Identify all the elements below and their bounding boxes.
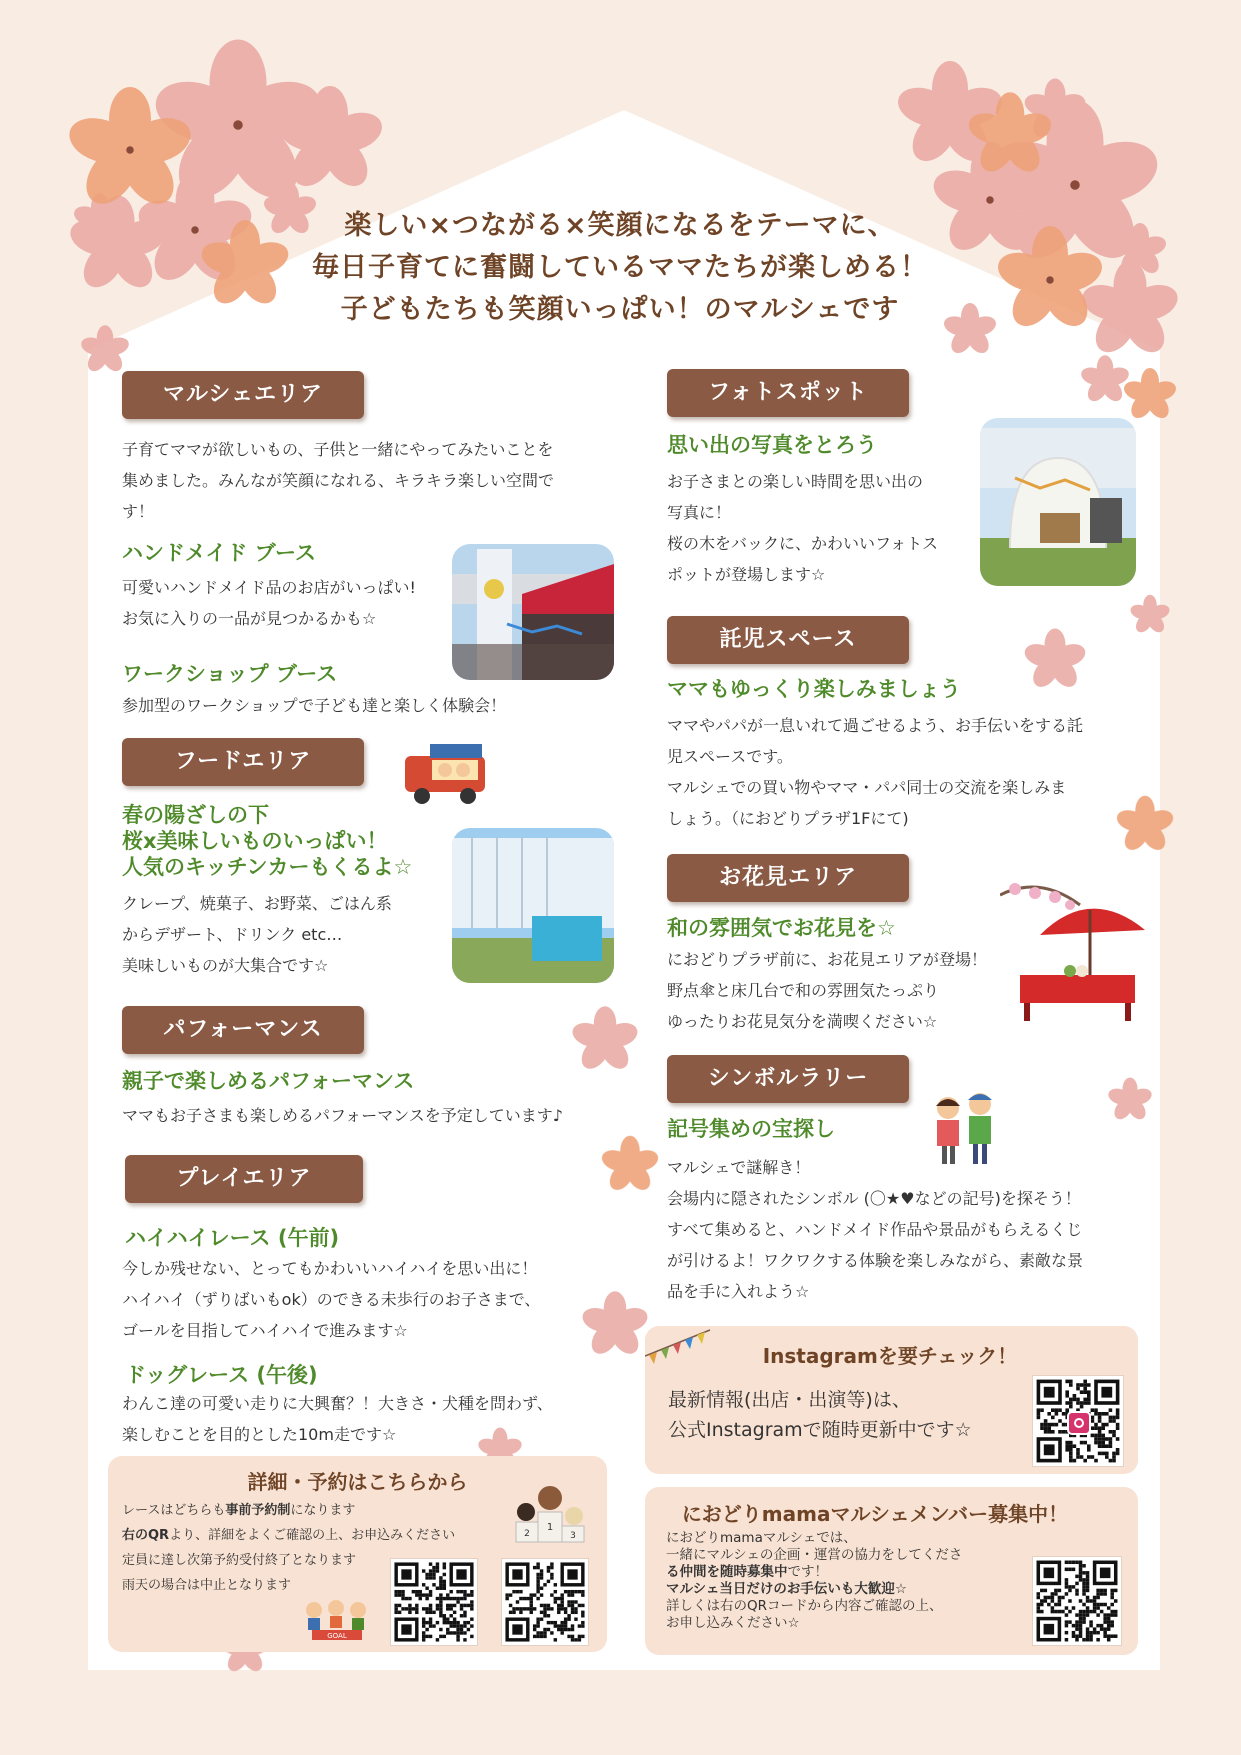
text-line: 最新情報(出店・出演等)は、 bbox=[668, 1389, 911, 1411]
intro-line-1: 楽しい×つながる×笑顔になるをテーマに、 bbox=[344, 210, 896, 241]
text-line: 桜の木をバックに、かわいいフォトス bbox=[667, 534, 939, 553]
text-line: ゴールを目指してハイハイで進みます☆ bbox=[122, 1321, 408, 1340]
marche-area-desc bbox=[122, 434, 554, 527]
food-area-subtitle bbox=[122, 802, 412, 880]
text-line: 児スペースです。 bbox=[667, 747, 793, 766]
hanami-area-header: お花見エリア bbox=[667, 854, 909, 902]
text-line: からデザート、ドリンク etc… bbox=[122, 925, 343, 944]
text-line bbox=[666, 1564, 962, 1581]
text-line: 楽しむことを目的とした10m走です☆ bbox=[122, 1425, 397, 1444]
text-span: です！ bbox=[787, 1564, 828, 1580]
photo-spot-text bbox=[667, 466, 938, 590]
text-line: すべて集めると、ハンドメイド作品や景品がもらえるくじ bbox=[667, 1220, 1083, 1239]
podium-3: 3 bbox=[570, 1531, 576, 1541]
text-span: レースはどちらも bbox=[122, 1503, 226, 1518]
text-line: お子さまとの楽しい時間を思い出の bbox=[667, 472, 924, 491]
childcare-header: 託児スペース bbox=[667, 616, 909, 664]
text-line: マルシェでの買い物やママ・パパ同士の交流を楽しみま bbox=[667, 778, 1067, 797]
workshop-booth-text bbox=[122, 690, 506, 721]
desc-line: 集めました。みんなが笑顔になれる、キラキラ楽しい空間で bbox=[122, 471, 555, 490]
haihai-race-qr-code[interactable] bbox=[390, 1558, 478, 1646]
subtitle-line: 春の陽ざしの下 bbox=[122, 803, 269, 827]
member-recruit-text bbox=[666, 1530, 962, 1632]
marche-area-header: マルシェエリア bbox=[122, 371, 364, 419]
reservation-title: 詳細・予約はこちらから bbox=[247, 1470, 468, 1494]
dog-race-title: ドッグレース (午後) bbox=[125, 1363, 318, 1387]
kids-goal-illustration bbox=[298, 1598, 378, 1646]
kitchen-car-photo bbox=[452, 828, 614, 983]
text-line: におどりmamaマルシェでは、 bbox=[666, 1530, 857, 1546]
hanami-umbrella-illustration bbox=[1000, 875, 1150, 1029]
subtitle-line: 人気のキッチンカーもくるよ☆ bbox=[122, 855, 413, 879]
text-span: マルシェ当日だけのお手伝いも大歓迎☆ bbox=[666, 1581, 907, 1597]
text-span: 事前予約制 bbox=[225, 1503, 291, 1518]
reservation-line bbox=[122, 1498, 455, 1523]
text-line: 会場内に隠されたシンボル (〇★♥などの記号)を探そう！ bbox=[667, 1189, 1081, 1208]
handmade-booth-text bbox=[122, 572, 416, 634]
text-line: クレープ、焼菓子、お野菜、ごはん系 bbox=[122, 894, 392, 913]
text-line: お気に入りの一品が見つかるかも☆ bbox=[122, 609, 377, 628]
text-line: におどりプラザ前に、お花見エリアが登場！ bbox=[667, 950, 988, 969]
text-span: 右のQR bbox=[122, 1528, 170, 1543]
text-line: ゆったりお花見気分を満喫ください☆ bbox=[667, 1012, 938, 1031]
text-line: ポットが登場します☆ bbox=[667, 565, 826, 584]
intro-line-3: 子どもたちも笑顔いっぱい！のマルシェです bbox=[340, 294, 900, 325]
dog-race-text bbox=[122, 1388, 553, 1450]
text-line: ハイハイ（ずりばいもok）のできる未歩行のお子さまで、 bbox=[122, 1290, 541, 1309]
hanami-text bbox=[667, 944, 987, 1037]
performance-text bbox=[122, 1100, 563, 1131]
dog-race-qr-code[interactable] bbox=[501, 1558, 589, 1646]
haihai-race-text bbox=[122, 1253, 540, 1346]
handmade-booth-photo bbox=[452, 544, 614, 680]
text-line: 詳しくは右のQRコードから内容ご確認の上、 bbox=[666, 1598, 943, 1614]
text-line: 今しか残せない、とってもかわいいハイハイを思い出に！ bbox=[122, 1259, 538, 1278]
photo-spot-header: フォトスポット bbox=[667, 369, 909, 417]
food-area-header: フードエリア bbox=[122, 738, 364, 786]
goal-label: GOAL bbox=[327, 1632, 347, 1640]
text-line: わんこ達の可愛い走りに大興奮？！大きさ・犬種を問わず、 bbox=[122, 1394, 553, 1413]
desc-line: 子育てママが欲しいもの、子供と一緒にやってみたいことを bbox=[122, 440, 554, 459]
subtitle-line: 桜x美味しいものいっぱい！ bbox=[122, 829, 388, 853]
member-recruit-qr-code[interactable] bbox=[1032, 1556, 1122, 1646]
text-span: になります bbox=[290, 1503, 356, 1518]
play-area-header: プレイエリア bbox=[125, 1155, 363, 1203]
text-line: 品を手に入れよう☆ bbox=[667, 1282, 810, 1301]
intro-text bbox=[250, 205, 990, 331]
food-area-text bbox=[122, 888, 392, 981]
reservation-line bbox=[122, 1523, 455, 1548]
text-line: お申し込みください☆ bbox=[666, 1615, 800, 1631]
bunting-decoration bbox=[645, 1326, 715, 1370]
intro-line-2: 毎日子育てに奮闘しているママたちが楽しめる！ bbox=[312, 252, 928, 283]
text-line: が引けるよ！ワクワクする体験を楽しみながら、素敵な景 bbox=[667, 1251, 1084, 1270]
childcare-subtitle: ママもゆっくり楽しみましょう bbox=[667, 677, 961, 701]
reservation-line: 定員に達し次第予約受付終了となります bbox=[122, 1553, 357, 1568]
kitchen-car-illustration bbox=[400, 738, 490, 812]
podium-1: 1 bbox=[546, 1522, 554, 1533]
symbol-rally-header: シンボルラリー bbox=[667, 1055, 909, 1103]
text-line: 可愛いハンドメイド品のお店がいっぱい! bbox=[122, 578, 416, 597]
haihai-race-title: ハイハイレース (午前) bbox=[125, 1226, 340, 1250]
text-line bbox=[666, 1581, 962, 1598]
photo-spot-photo bbox=[980, 418, 1136, 586]
text-line: ママもお子さまも楽しめるパフォーマンスを予定しています♪ bbox=[122, 1106, 563, 1125]
text-line: マルシェで謎解き！ bbox=[667, 1158, 811, 1177]
text-line: 参加型のワークショップで子ども達と楽しく体験会！ bbox=[122, 696, 507, 715]
text-line: ママやパパが一息いれて過ごせるよう、お手伝いをする託 bbox=[667, 716, 1084, 735]
text-line: 一緒にマルシェの企画・運営の協力をしてくださ bbox=[666, 1547, 963, 1563]
performance-header: パフォーマンス bbox=[122, 1006, 364, 1054]
symbol-rally-subtitle: 記号集めの宝探し bbox=[667, 1117, 835, 1141]
performance-subtitle: 親子で楽しめるパフォーマンス bbox=[122, 1069, 415, 1093]
symbol-rally-text bbox=[667, 1152, 1083, 1307]
instagram-title: Instagramを要チェック！ bbox=[762, 1344, 1018, 1368]
text-line: 公式Instagramで随時更新中です☆ bbox=[668, 1419, 972, 1441]
instagram-icon bbox=[1067, 1411, 1091, 1435]
instagram-text bbox=[668, 1385, 972, 1445]
text-line: しょう。（におどりプラザ1Fにて) bbox=[667, 809, 909, 828]
dog-podium-illustration bbox=[508, 1478, 598, 1552]
member-recruit-title: におどりmamaマルシェメンバー募集中！ bbox=[681, 1502, 1069, 1526]
text-line: 写真に！ bbox=[667, 503, 732, 522]
text-line: 美味しいものが大集合です☆ bbox=[122, 956, 329, 975]
photo-spot-subtitle: 思い出の写真をとろう bbox=[667, 433, 877, 457]
hanami-subtitle: 和の雰囲気でお花見を☆ bbox=[667, 916, 896, 940]
reservation-line: 雨天の場合は中止となります bbox=[122, 1578, 292, 1593]
workshop-booth-title: ワークショップ ブース bbox=[122, 662, 338, 686]
podium-2: 2 bbox=[524, 1529, 530, 1539]
childcare-text bbox=[667, 710, 1083, 834]
text-line: 野点傘と床几台で和の雰囲気たっぷり bbox=[667, 981, 940, 1000]
text-span: る仲間を随時募集中 bbox=[666, 1564, 788, 1580]
desc-line: す！ bbox=[122, 502, 155, 521]
text-span: より、詳細をよくご確認の上、お申込みください bbox=[169, 1528, 456, 1543]
handmade-booth-title: ハンドメイド ブース bbox=[122, 541, 317, 565]
